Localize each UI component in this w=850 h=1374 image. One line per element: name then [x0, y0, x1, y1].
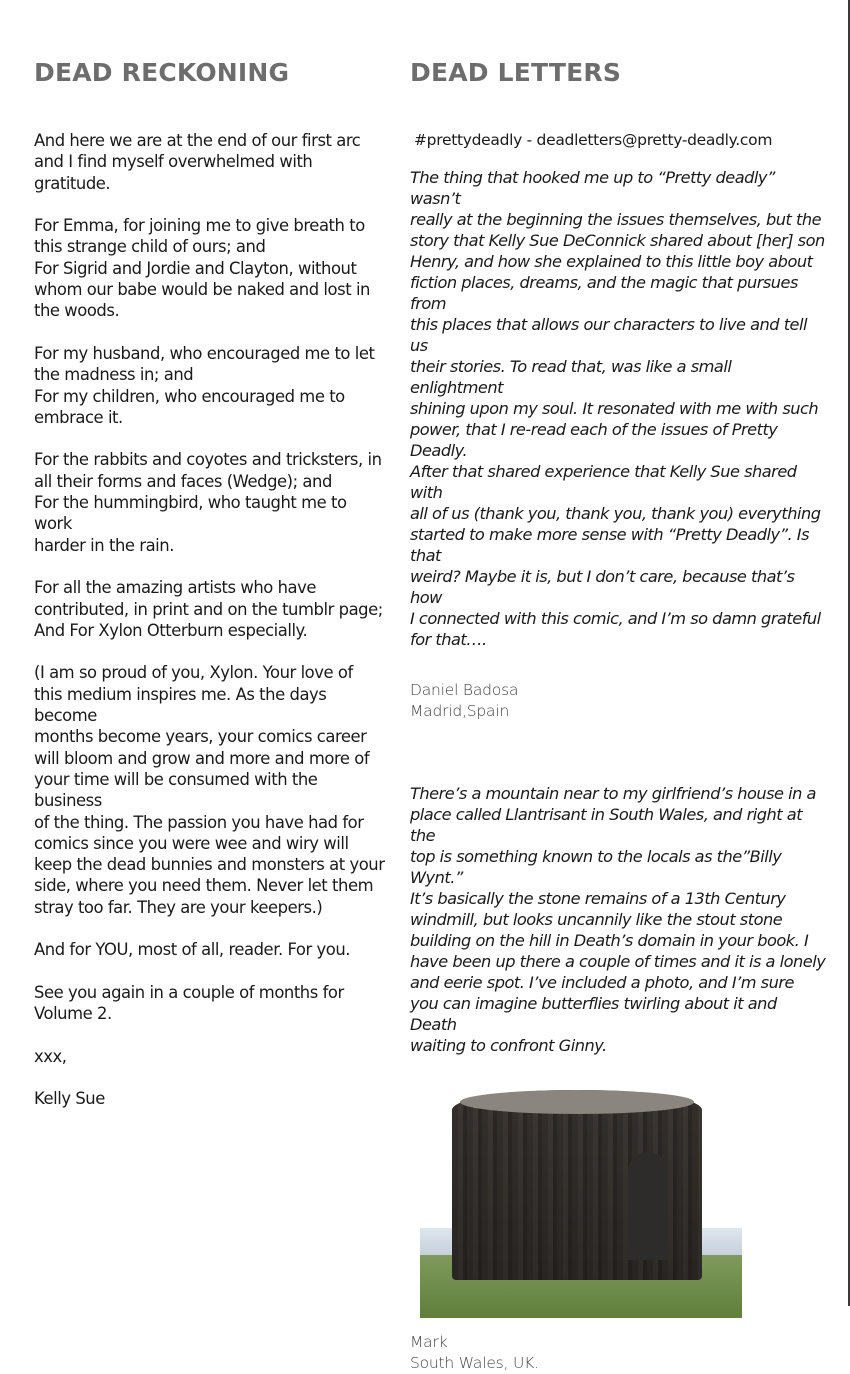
reader-letter-line: windmill, but looks uncannily like the stout stone	[410, 910, 783, 929]
reader-letter-line: weird? Maybe it is, but I don’t care, because that’s how	[410, 567, 795, 607]
dead-reckoning-heading: DEAD RECKONING	[34, 58, 290, 87]
letter-paragraph	[34, 577, 386, 641]
reader-letter-line: top is something known to the locals as the”Billy Wynt.”	[410, 847, 782, 887]
reader-letter-line: this places that allows our characters to live and tell us	[410, 315, 808, 355]
reader-letter-line: have been up there a couple of times and it is a lonely	[410, 952, 826, 971]
reader-letter-2	[410, 783, 826, 1056]
signature-name: Daniel Badosa	[410, 681, 519, 699]
reader-letter-line: all of us (thank you, thank you, thank you) everything	[410, 504, 821, 523]
letter-line: For Emma, for joining me to give breath to	[34, 216, 365, 236]
letter-paragraph	[34, 1088, 386, 1109]
photo-doorway	[628, 1152, 668, 1260]
contact-line: #prettydeadly - deadletters@pretty-deadly.com	[414, 131, 773, 149]
letter-line: (I am so proud of you, Xylon. Your love of	[34, 663, 353, 683]
reader-letter-line: It’s basically the stone remains of a 13th Century	[410, 889, 786, 908]
letter-paragraph	[34, 982, 386, 1025]
reader-letter-line: story that Kelly Sue DeConnick shared about [her] son	[410, 231, 825, 250]
reader-letter-line: you can imagine butterflies twirling about it and Death	[410, 994, 777, 1034]
letter-line: For my children, who encouraged me to	[34, 386, 345, 406]
letter-paragraph	[34, 215, 386, 321]
reader-letter-line: fiction places, dreams, and the magic that pursues from	[410, 273, 798, 313]
stone-tower-photo	[420, 1090, 742, 1318]
reader-letter-line: power, that I re-read each of the issues of Pretty Deadly.	[410, 420, 778, 460]
dead-reckoning-column	[34, 58, 386, 1131]
letter-line: this strange child of ours; and	[34, 237, 266, 257]
reader-letter-line: and eerie spot. I’ve included a photo, and I’m sure	[410, 973, 794, 992]
reader-letter-1	[410, 167, 826, 650]
reader-letter-line: The thing that hooked me up to “Pretty deadly” wasn’t	[410, 168, 775, 208]
reader-letter-line: Henry, and how she explained to this little boy about	[410, 252, 813, 271]
reader-letter-line: shining upon my soul. It resonated with me with such	[410, 399, 819, 418]
letter-line: Volume 2.	[34, 1004, 112, 1024]
letter-line: harder in the rain.	[34, 535, 174, 555]
reader-letter-line: building on the hill in Death’s domain in your book. I	[410, 931, 809, 950]
photo-tower-top	[460, 1090, 694, 1114]
letter-line: embrace it.	[34, 407, 123, 427]
letter-line: your time will be consumed with the business	[34, 769, 318, 811]
letter-line: the woods.	[34, 301, 120, 321]
letter-line: For all the amazing artists who have	[34, 578, 317, 598]
letter-line: stray too far. They are your keepers.)	[34, 897, 323, 917]
letter-line: And here we are at the end of our first arc	[34, 131, 361, 150]
letter-line: will bloom and grow and more and more of	[34, 748, 370, 768]
letter-line: this medium inspires me. As the days become	[34, 684, 327, 726]
letter-paragraph	[34, 939, 386, 960]
letter-paragraph	[34, 343, 386, 428]
letter-line: keep the dead bunnies and monsters at your	[34, 855, 385, 875]
letter-line: Kelly Sue	[34, 1089, 105, 1109]
letter-line: xxx,	[34, 1046, 67, 1066]
reader-letter-line: There’s a mountain near to my girlfriend’s house in a	[410, 784, 816, 803]
letter-line: For my husband, who encouraged me to let	[34, 343, 375, 363]
reader-letter-line: started to make more sense with “Pretty Deadly”. Is that	[410, 525, 810, 565]
letter-line: of the thing. The passion you have had for	[34, 812, 364, 832]
letter-line: whom our babe would be naked and lost in	[34, 280, 370, 300]
letter-line: For the hummingbird, who taught me to work	[34, 493, 347, 534]
letter-line: contributed, in print and on the tumblr page;	[34, 599, 383, 619]
reader-letter-line: their stories. To read that, was like a small enlightment	[410, 357, 732, 397]
letter-line: And for YOU, most of all, reader. For you.	[34, 940, 351, 960]
letter-paragraph	[34, 130, 386, 194]
signature-location: Madrid,Spain	[410, 702, 510, 720]
letter-line: For the rabbits and coyotes and tricksters, in	[34, 450, 382, 470]
letter-paragraph	[34, 1046, 386, 1067]
letter-line: months become years, your comics career	[34, 727, 367, 747]
dead-letters-column	[410, 58, 826, 1374]
letter-line: See you again in a couple of months for	[34, 982, 344, 1002]
letter-line: side, where you need them. Never let them	[34, 876, 374, 896]
signature-location: South Wales, UK.	[410, 1354, 539, 1372]
dead-letters-heading: DEAD LETTERS	[410, 58, 622, 87]
reader-letter-line: I connected with this comic, and I’m so damn grateful	[410, 609, 821, 628]
letter-paragraph	[34, 449, 386, 555]
reader-letter-line: for that….	[410, 630, 487, 649]
letter-paragraph	[34, 662, 386, 918]
letter-line: And For Xylon Otterburn especially.	[34, 620, 308, 640]
letter-line: comics since you were wee and wiry will	[34, 833, 349, 853]
reader-letter-line: place called Llantrisant in South Wales, and right at the	[410, 805, 803, 845]
letter-line: For Sigrid and Jordie and Clayton, without	[34, 258, 357, 278]
letter-line: the madness in; and	[34, 365, 194, 385]
letter-line: all their forms and faces (Wedge); and	[34, 471, 332, 491]
editor-letter	[34, 130, 386, 1110]
reader-letter-line: really at the beginning the issues themselves, but the	[410, 210, 822, 229]
reader-letter-line: waiting to confront Ginny.	[410, 1036, 607, 1055]
reader-letter-2-signature	[410, 1332, 826, 1374]
reader-letter-1-signature	[410, 680, 826, 722]
signature-name: Mark	[410, 1333, 448, 1351]
reader-letter-line: After that shared experience that Kelly Sue shared with	[410, 462, 797, 502]
letter-line: and I find myself overwhelmed with gratitude.	[34, 152, 313, 193]
